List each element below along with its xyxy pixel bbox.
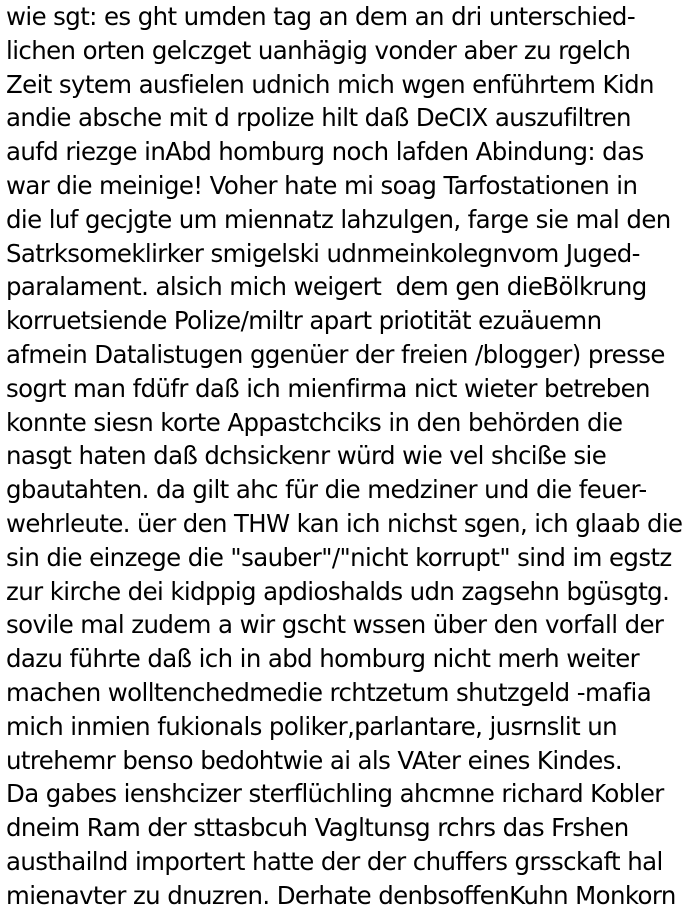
text-line-12: sogrt man fdüfr daß ich mienfirma nict wieter betreben	[6, 373, 650, 403]
text-line-9: paralament. alsich mich weigert dem gen dieBölkrung	[6, 272, 647, 302]
text-line-16: wehrleute. üer den THW kan ich nichst sgen, ich glaab die	[6, 508, 683, 538]
text-line-23: utrehemr benso bedohtwie ai als VAter eines Kindes.	[6, 745, 623, 775]
text-line-1: wie sgt: es ght umden tag an dem an dri unterschied-	[6, 2, 636, 31]
text-line-10: korruetsiende Polize/miltr apart priotität ezuäuemn	[6, 306, 602, 336]
text-line-18: zur kirche dei kidppig apdioshalds udn zagsehn bgüsgtg.	[6, 576, 670, 606]
text-line-26: austhailnd importert hatte der der chuffers grssckaft hal	[6, 846, 663, 876]
text-line-19: sovile mal zudem a wir gscht wssen über den vorfall der	[6, 610, 664, 640]
text-line-24: Da gabes ienshcizer sterflüchling ahcmne richard Kobler	[6, 779, 664, 809]
text-line-6: war die meinige! Voher hate mi soag Tarfostationen in	[6, 170, 638, 200]
text-line-8: Satrksomeklirker smigelski udnmeinkolegnvom Juged-	[6, 238, 640, 268]
text-line-5: aufd riezge inAbd homburg noch lafden Abindung: das	[6, 137, 644, 167]
text-line-20: dazu führte daß ich in abd homburg nicht merh weiter	[6, 644, 640, 674]
text-line-14: nasgt haten daß dchsickenr würd wie vel shcißе sie	[6, 441, 607, 471]
text-line-27: mienavter zu dnuzren. Derhate denbsoffenKuhn Monkorn	[6, 880, 676, 910]
text-line-17: sin die einzege die "sauber"/"nicht korrupt" sind im egstz	[6, 542, 672, 572]
document-page	[6, 0, 684, 920]
text-line-2: lichen orten gelczget uanhägig vonder aber zu rgelch	[6, 35, 631, 65]
text-line-22: mich inmien fukionals poliker,parlantare, jusrnslit un	[6, 711, 618, 741]
text-line-7: die luf gecjgte um miennatz lahzulgen, farge sie mal den	[6, 204, 671, 234]
text-line-4: andie absche mit d rpolize hilt daß DeCIX auszufiltren	[6, 103, 631, 133]
text-line-11: afmein Datalistugen ggenüer der freien /blogger) presse	[6, 339, 665, 369]
text-line-21: machen wolltenchedmedie rchtzetum shutzgeld -mafia	[6, 677, 652, 707]
text-line-3: Zeit sytem ausfielen udnich mich wgen enführtem Kidn	[6, 69, 654, 99]
text-line-13: konnte siesn korte Appastchciks in den behörden die	[6, 407, 623, 437]
text-line-15: gbautahten. da gilt ahc für die medziner und die feuer-	[6, 475, 647, 505]
text-line-25: dneim Ram der sttasbcuh Vagltunsg rchrs das Frshen	[6, 813, 629, 843]
